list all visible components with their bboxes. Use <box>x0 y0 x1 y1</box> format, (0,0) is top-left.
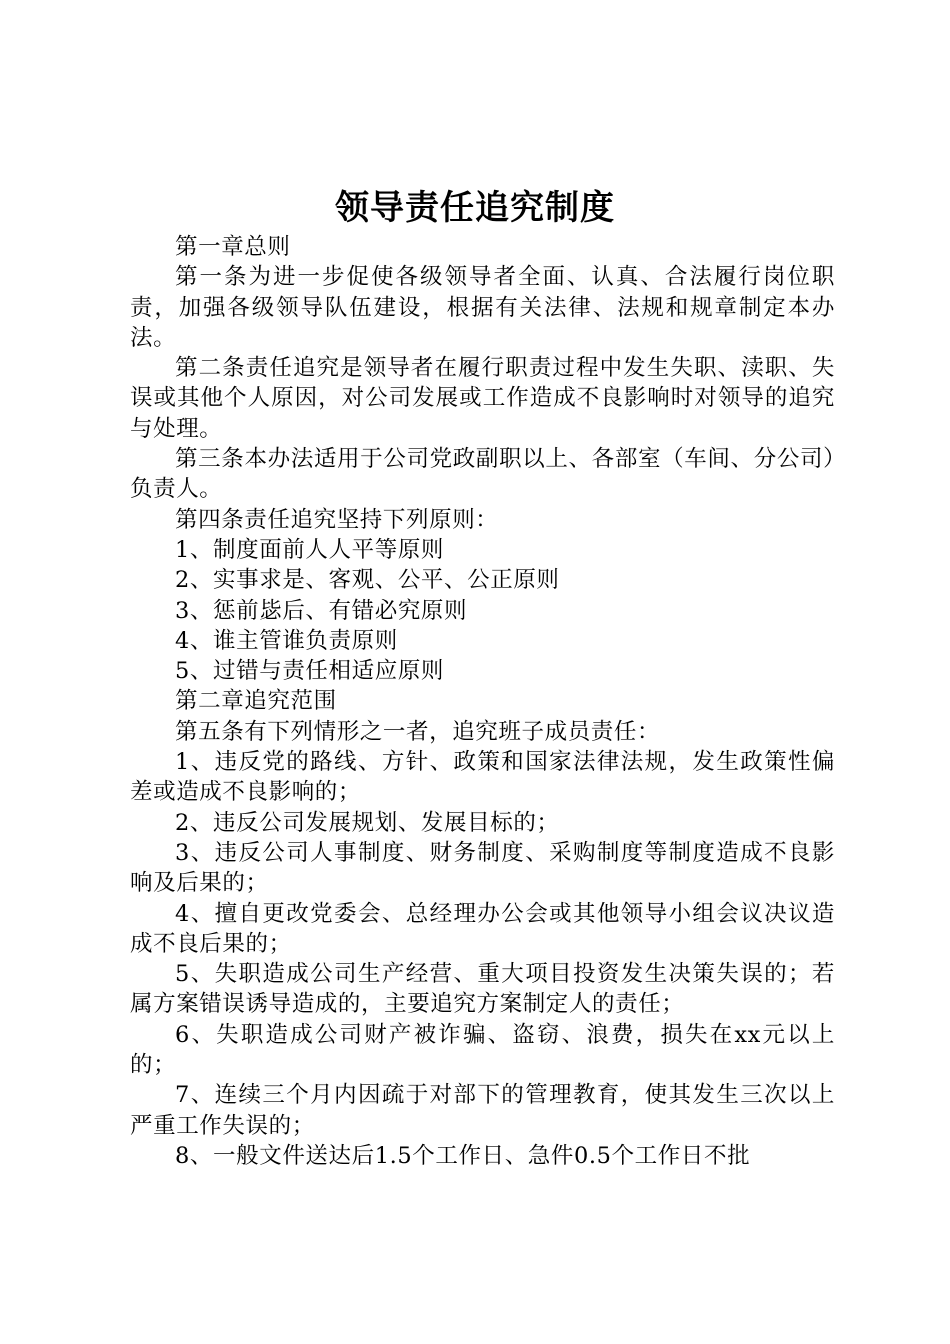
article-paragraph: 第一条为进一步促使各级领导者全面、认真、合法履行岗位职责，加强各级领导队伍建设，根据有关法律、法规和规章制定本办法。 <box>130 264 835 351</box>
chapter-heading: 第一章总则 <box>175 234 291 260</box>
list-item: 7、连续三个月内因疏于对部下的管理教育，使其发生三次以上严重工作失误的； <box>130 1082 835 1139</box>
list-item: 1、制度面前人人平等原则 <box>175 536 445 563</box>
article-paragraph: 第二条责任追究是领导者在履行职责过程中发生失职、渎职、失误或其他个人原因，对公司发展或工作造成不良影响时对领导的追究与处理。 <box>130 355 835 442</box>
list-item: 6、失职造成公司财产被诈骗、盗窃、浪费，损失在xx元以上的； <box>130 1021 835 1079</box>
document-title: 领导责任追究制度 <box>335 188 615 228</box>
list-item: 8、一般文件送达后1.5个工作日、急件0.5个工作日不批 <box>175 1142 751 1169</box>
list-item: 2、违反公司发展规划、发展目标的； <box>175 809 560 836</box>
list-item: 1、违反党的路线、方针、政策和国家法律法规，发生政策性偏差或造成不良影响的； <box>130 749 835 806</box>
article-paragraph: 第四条责任追究坚持下列原则： <box>175 506 499 533</box>
article-paragraph: 第五条有下列情形之一者，追究班子成员责任： <box>175 718 661 745</box>
chapter-heading: 第二章追究范围 <box>175 688 337 715</box>
list-item: 5、过错与责任相适应原则 <box>175 658 445 685</box>
list-item: 4、擅自更改党委会、总经理办公会或其他领导小组会议决议造成不良后果的； <box>130 900 835 957</box>
list-item: 3、惩前毖后、有错必究原则 <box>175 597 468 624</box>
list-item: 2、实事求是、客观、公平、公正原则 <box>175 567 560 594</box>
document-body <box>130 232 835 1171</box>
article-paragraph: 第三条本办法适用于公司党政副职以上、各部室（车间、分公司）负责人。 <box>130 446 835 503</box>
list-item: 5、失职造成公司生产经营、重大项目投资发生决策失误的；若属方案错误诱导造成的，主要追究方案制定人的责任； <box>130 961 835 1018</box>
list-item: 3、违反公司人事制度、财务制度、采购制度等制度造成不良影响及后果的； <box>130 839 835 897</box>
list-item: 4、谁主管谁负责原则 <box>175 627 398 654</box>
